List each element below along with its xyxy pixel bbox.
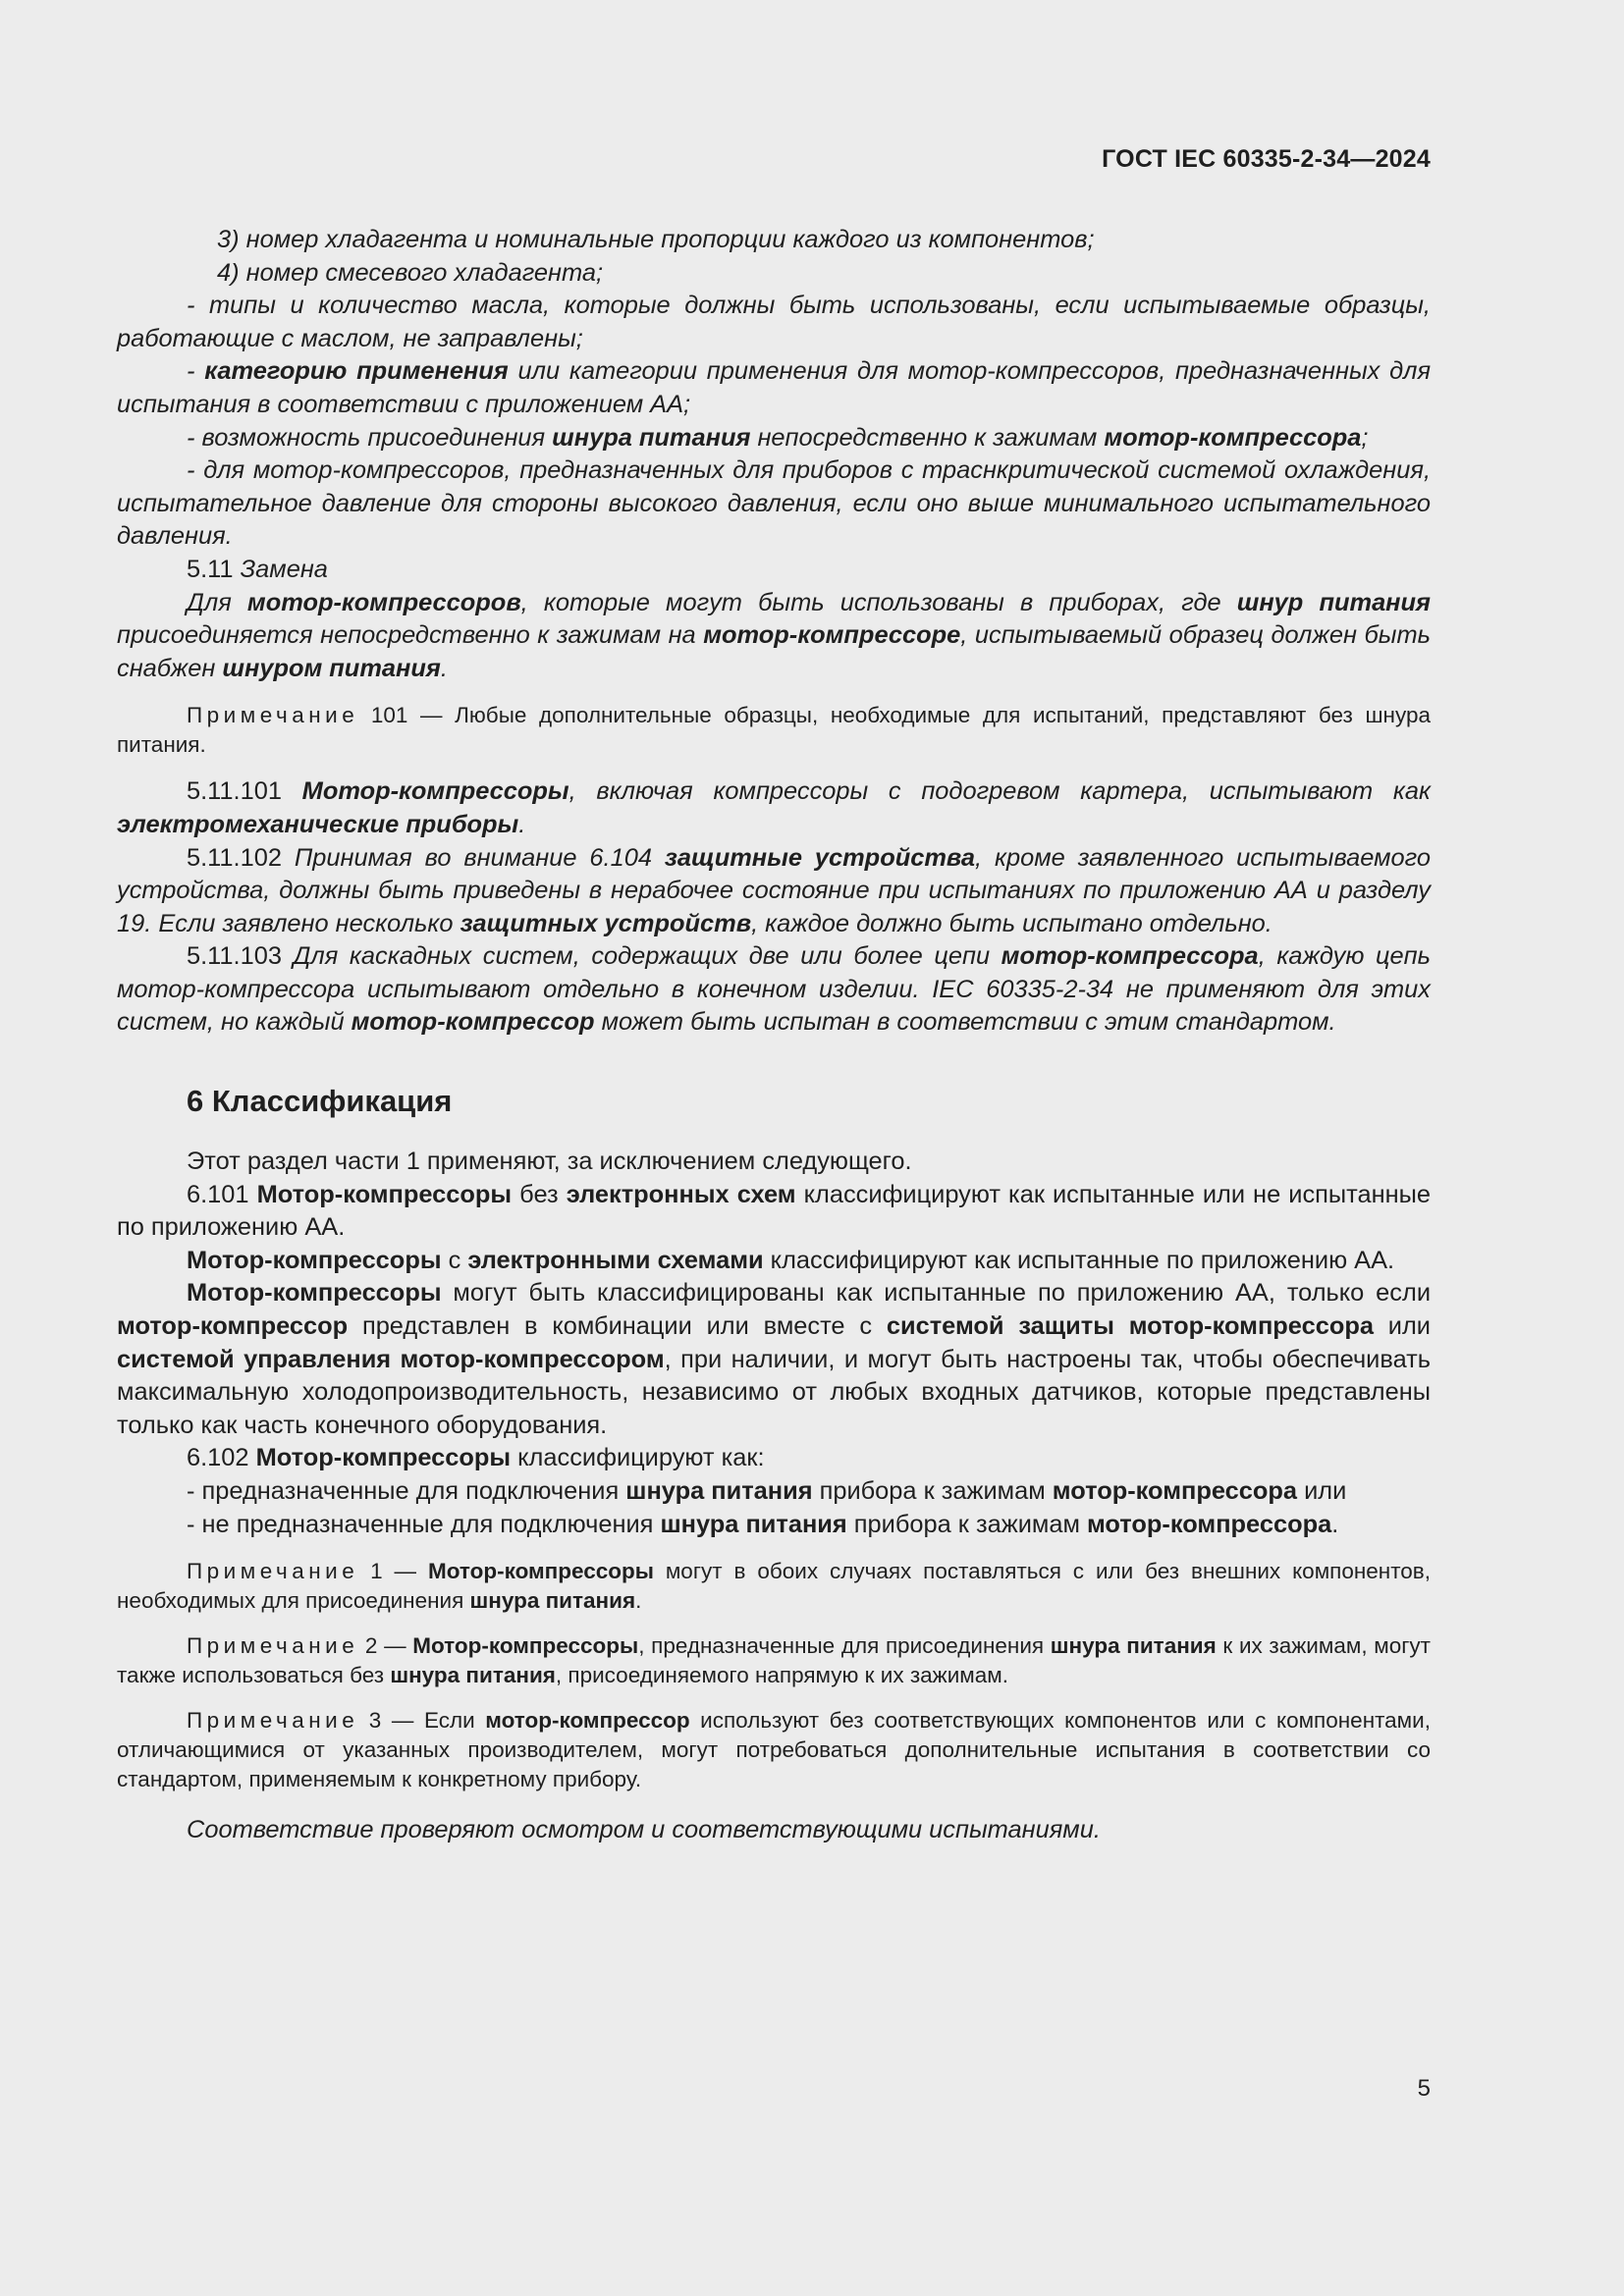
document-body xyxy=(117,224,1431,1847)
document-header: ГОСТ IEC 60335-2-34—2024 xyxy=(1102,145,1431,173)
clause-5-11-title: 5.11 Замена xyxy=(187,555,328,583)
clause-5-11-102: 5.11.102 Принимая во внимание 6.104 защитные устройства, кроме заявленного испытываемого устройства, должны быть приведены в нерабочее состояние при испытаниях по приложению АА и разделу 19. Если заявлено несколько защитных устройств, каждое должно быть испытано отдельно. xyxy=(117,843,1431,937)
clause-5-11-text: Для мотор-компрессоров, которые могут быть использованы в приборах, где шнур питания присоединяется непосредственно к зажимам на мотор-компрессоре, испытываемый образец должен быть снабжен шнуром питания. xyxy=(117,588,1431,682)
note-2: Примечание 2 — Мотор-компрессоры, предназначенные для присоединения шнура питания к их зажимам, могут также использоваться без шнура питания, присоединяемого напрямую к их зажимам. xyxy=(117,1633,1431,1688)
note-101: Примечание 101 — Любые дополнительные образцы, необходимые для испытаний, представляют без шнура питания. xyxy=(117,703,1431,758)
list-item-oil: - типы и количество масла, которые должны быть использованы, если испытываемые образцы, работающие с маслом, не заправлены; xyxy=(117,292,1431,352)
list-item-category: - категорию применения или категории применения для мотор-компрессоров, предназначенных для испытания в соответствии с приложением АА; xyxy=(117,357,1432,418)
note-3: Примечание 3 — Если мотор-компрессор используют без соответствующих компонентов или с компонентами, отличающимися от указанных производителем, могут потребоваться дополнительные испытания в соответствии со стандартом, применяемым к конкретному прибору. xyxy=(117,1708,1431,1792)
clause-6-101: 6.101 Мотор-компрессоры без электронных схем классифицируют как испытанные или не испытанные по приложению АА. xyxy=(117,1180,1432,1242)
list-item-cord-intended: - предназначенные для подключения шнура питания прибора к зажимам мотор-компрессора или xyxy=(187,1477,1347,1505)
clause-5-11-101: 5.11.101 Мотор-компрессоры, включая компрессоры с подогревом картера, испытывают как электромеханические приборы. xyxy=(117,777,1431,838)
list-item-cord-connection: - возможность присоединения шнура питания непосредственно к зажимам мотор-компрессора; xyxy=(187,423,1369,452)
note-1: Примечание 1 — Мотор-компрессоры могут в обоих случаях поставляться с или без внешних компонентов, необходимых для присоединения шнура питания. xyxy=(117,1559,1431,1614)
page-number: 5 xyxy=(1417,2075,1431,2102)
section-6-intro: Этот раздел части 1 применяют, за исключением следующего. xyxy=(187,1148,912,1176)
list-item-refrigerant-number: 3) номер хладагента и номинальные пропорции каждого из компонентов; xyxy=(217,226,1095,253)
clause-6-101-electronic: Мотор-компрессоры с электронными схемами классифицируют как испытанные по приложению АА. xyxy=(187,1246,1395,1274)
list-item-transcritical: - для мотор-компрессоров, предназначенных для приборов с траснкритической системой охлаждения, испытательное давление для стороны высокого давления, если оно выше минимального испытательного давления. xyxy=(117,456,1431,551)
clause-6-101-protection: Мотор-компрессоры могут быть классифицированы как испытанные по приложению АА, только если мотор-компрессор представлен в комбинации или вместе с системой защиты мотор-компрессора или системой управления мотор-компрессором, при наличии, и могут быть настроены так, чтобы обеспечивать максимальную холодопроизводительность, независимо от любых входных датчиков, которые представлены только как часть конечного оборудования. xyxy=(117,1279,1431,1439)
section-6-heading: 6 Классификация xyxy=(187,1084,453,1119)
clause-6-102: 6.102 Мотор-компрессоры классифицируют как: xyxy=(187,1444,765,1472)
list-item-cord-not-intended: - не предназначенные для подключения шнура питания прибора к зажимам мотор-компрессора. xyxy=(187,1510,1339,1538)
list-item-blend-number: 4) номер смесевого хладагента; xyxy=(217,258,604,287)
compliance-statement: Соответствие проверяют осмотром и соответствующими испытаниями. xyxy=(187,1816,1101,1844)
clause-5-11-103: 5.11.103 Для каскадных систем, содержащих две или более цепи мотор-компрессора, каждую цепь мотор-компрессора испытывают отдельно в конечном изделии. IEC 60335-2-34 не применяют для этих систем, но каждый мотор-компрессор может быть испытан в соответствии с этим стандартом. xyxy=(117,942,1432,1037)
